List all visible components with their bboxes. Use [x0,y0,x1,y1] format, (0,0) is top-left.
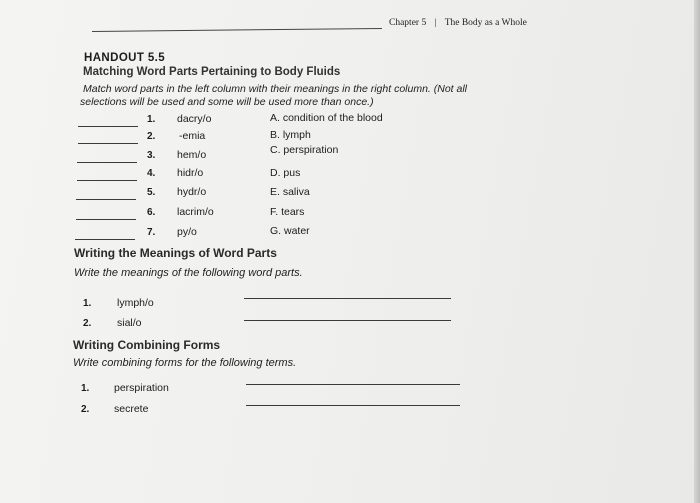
header-separator: | [434,18,437,28]
answer-line[interactable] [244,320,451,321]
word-part: lymph/o [117,297,154,309]
word-part: lacrim/o [177,206,214,218]
handout-number: HANDOUT 5.5 [84,52,166,64]
item-number: 2. [83,318,92,329]
word-part: dacry/o [177,113,212,125]
matching-instructions-line2: selections will be used and some will be used more than once.) [80,96,374,108]
word-part: sial/o [117,317,142,329]
header-rule [92,28,382,32]
answer-blank[interactable] [77,162,137,163]
answer-blank[interactable] [77,180,137,181]
answer-line[interactable] [244,298,451,299]
word-part: -emia [179,130,206,142]
item-number: 3. [147,150,156,161]
section-heading-meanings: Writing the Meanings of Word Parts [74,246,277,260]
answer-blank[interactable] [78,143,138,144]
item-number: 2. [147,131,156,142]
item-number: 2. [81,404,90,415]
section-heading-combining: Writing Combining Forms [73,338,221,352]
meaning-choice: C. perspiration [270,144,339,156]
item-number: 1. [81,383,90,394]
matching-instructions-line1: Match word parts in the left column with their meanings in the right column. (Not all [83,83,468,95]
meaning-choice: B. lymph [270,129,311,141]
item-number: 5. [147,187,156,198]
word-part: hem/o [177,149,207,161]
chapter-title: The Body as a Whole [444,18,527,28]
meaning-choice: D. pus [270,167,301,179]
term: perspiration [114,382,169,394]
page-edge-shadow [694,0,700,503]
meanings-instructions: Write the meanings of the following word parts. [74,267,303,279]
item-number: 1. [83,298,92,309]
meaning-choice: E. saliva [270,186,310,198]
word-part: py/o [177,226,197,238]
meaning-choice: G. water [270,225,310,237]
meaning-choice: F. tears [270,206,305,218]
item-number: 6. [147,207,156,218]
answer-blank[interactable] [76,199,136,200]
word-part: hidr/o [177,167,204,179]
answer-blank[interactable] [76,219,136,220]
answer-blank[interactable] [75,239,135,240]
term: secrete [114,403,149,415]
handout-subtitle: Matching Word Parts Pertaining to Body Fluids [83,66,341,78]
answer-blank[interactable] [78,126,138,127]
chapter-label: Chapter 5 [389,18,427,28]
running-header [389,18,527,28]
item-number: 4. [147,168,156,179]
item-number: 7. [147,227,156,238]
answer-line[interactable] [246,405,460,406]
answer-line[interactable] [246,384,460,385]
item-number: 1. [147,114,156,125]
combining-instructions: Write combining forms for the following terms. [73,357,297,369]
meaning-choice: A. condition of the blood [270,112,383,124]
word-part: hydr/o [177,186,207,198]
